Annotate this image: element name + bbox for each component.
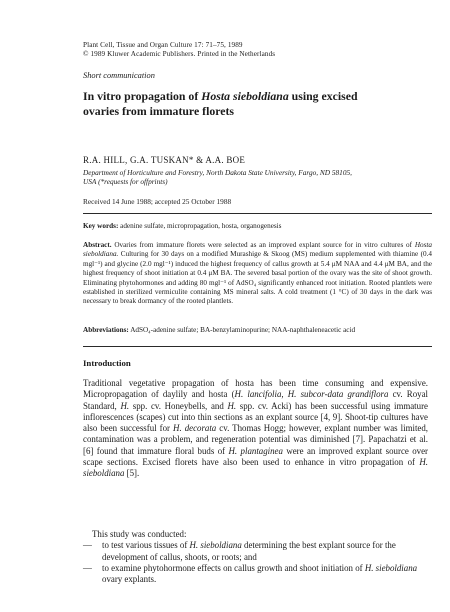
introduction-paragraph (83, 378, 428, 480)
abbreviations-text: AdSO₄-adenine sulfate; BA-benzylaminopurine; NAA-naphthaleneacetic acid (128, 326, 356, 334)
intro-species: H. sieboldiana (83, 457, 428, 479)
received-dates: Received 14 June 1988; accepted 25 October 1988 (83, 197, 232, 206)
intro-species: H. (227, 400, 237, 411)
introduction-heading: Introduction (83, 358, 131, 368)
intro-text: cv. Royal Standard, (83, 389, 429, 411)
intro-species: H. plantaginea (228, 445, 283, 456)
article-type: Short communication (83, 71, 155, 80)
intro-text: [5]. (124, 468, 140, 479)
title-part-1: In vitro propagation of (83, 89, 202, 103)
aim-item-2 (83, 563, 428, 586)
article-title (83, 89, 383, 118)
aim-item-1 (83, 540, 428, 563)
affiliation-line-1: Department of Horticulture and Forestry, North Dakota State University, Fargo, ND 58105, (83, 168, 352, 177)
copyright-line: © 1989 Kluwer Academic Publishers. Printed in the Netherlands (83, 50, 276, 58)
intro-species: H. (120, 400, 130, 411)
abstract-species: Hosta sieboldiana. (83, 241, 432, 259)
introduction-body (83, 378, 428, 480)
journal-header (83, 41, 275, 59)
intro-text: were an improved explant source over scape sections. Excised florets have also been used to enhance in vitro propagation of (83, 445, 428, 468)
title-line-2: ovaries from immature florets (83, 103, 235, 118)
keywords (83, 222, 281, 230)
study-lead: This study was conducted: (92, 529, 187, 539)
aim-species: H. sieboldiana (189, 540, 242, 551)
dash-bullet: — (83, 540, 92, 551)
divider-top (83, 213, 432, 214)
aim-species: H. sieboldiana (364, 562, 418, 573)
keywords-label: Key words: (83, 222, 119, 230)
study-aims (83, 529, 428, 585)
aim-text: determining the best explant source for the development of callus, shoots, or roots; and (102, 540, 396, 562)
abbreviations (83, 326, 432, 335)
intro-species: H. decorata (173, 423, 217, 434)
aim-text: to test various tissues of (102, 540, 190, 551)
dash-bullet: — (83, 562, 92, 573)
title-species: Hosta sieboldiana (201, 89, 289, 103)
intro-text: cv. Thomas Hogg; however, explant number was limited, contamination was a problem, and regeneration potential was diminished [7]. Papachatzi et al. [6] found that immature floral buds of (83, 423, 429, 456)
aim-text: to examine phytohormone effects on callus growth and shoot initiation of (102, 562, 365, 573)
affiliation-line-2: USA (*requests for offprints) (83, 177, 168, 187)
divider-bottom (83, 346, 432, 347)
abbreviations-label: Abbreviations: (83, 326, 129, 334)
abstract (83, 241, 432, 307)
title-part-2: using excised (288, 89, 358, 103)
intro-text: Traditional vegetative propagation of hosta has been time consuming and expensive. Micropropagation of daylily and hosta ( (83, 378, 428, 400)
journal-citation: Plant Cell, Tissue and Organ Culture 17: 71–75, 1989 (83, 41, 243, 49)
paper-page (83, 0, 432, 612)
intro-species: H. lancifolia, H. subcor-data grandiflora (234, 389, 389, 400)
author-list: R.A. HILL, G.A. TUSKAN* & A.A. BOE (83, 155, 246, 165)
intro-text: spp. cv. Honeybells, and (129, 400, 228, 411)
abstract-text-2: Culturing for 30 days on a modified Murashige & Skoog (MS) medium supplemented with thiamine (0.4 mgl⁻¹) and glycine (2.0 mgl⁻¹) induced the highest frequency of callus growth at 5.4 μM NAA and 4.4 μM BA, and the highest frequency of shoot initiation at 0.4 μM BA. The severed basal portion of the ovary was the site of shoot growth. Eliminating phytohormones and adding 80 mgl⁻¹ of AdSO₄ significantly enhanced root initiation. Rooted plantlets were established in sterilized vermiculite containing MS mineral salts. A cold treatment (1 °C) of 30 days in the dark was necessary to break dormancy of the rooted plantlets. (83, 250, 432, 306)
abstract-label: Abstract. (83, 241, 112, 249)
keywords-text: adenine sulfate, micropropagation, hosta, organogenesis (118, 222, 282, 230)
intro-text: spp. cv. Acki) has been successful using immature inflorescences (scapes) cut into thin sections as an explant source [4, 9]. Shoot-tip cultures have also been successful for (83, 400, 428, 434)
affiliation (83, 168, 423, 187)
abstract-text-1: Ovaries from immature florets were selected as an improved explant source for in vitro cultures of (111, 241, 415, 249)
aim-text: ovary explants. (102, 574, 157, 585)
